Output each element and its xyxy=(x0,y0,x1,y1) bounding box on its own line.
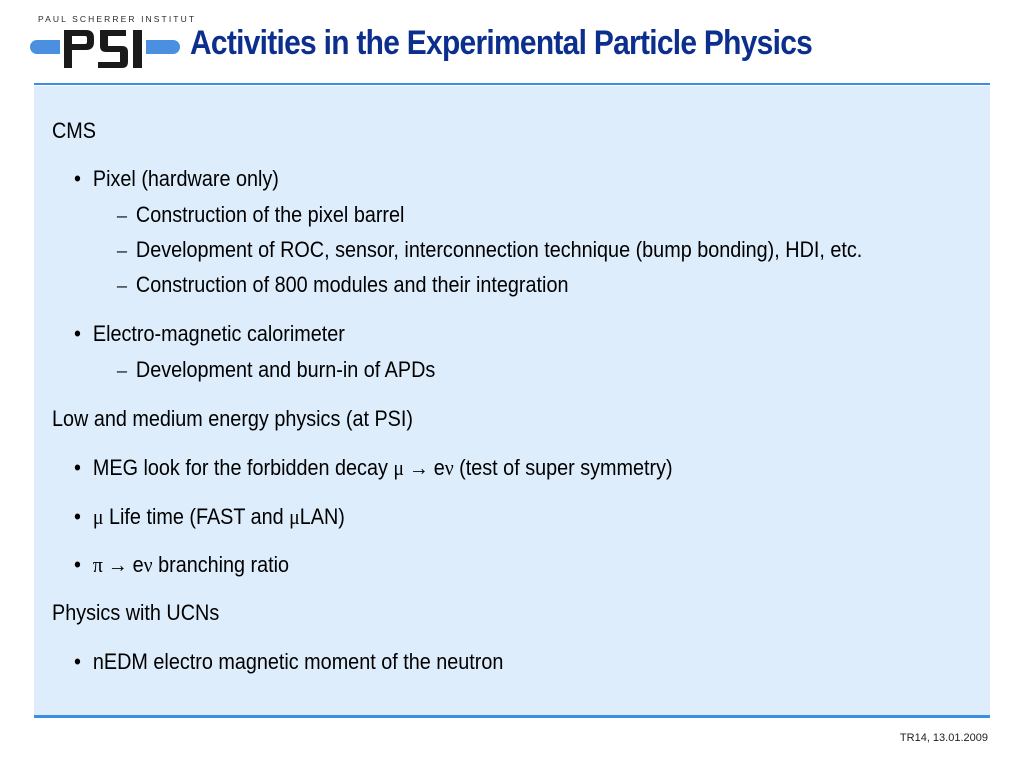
bullet-pion xyxy=(74,552,289,578)
dash-mark: – xyxy=(117,202,127,227)
subitem-text: Construction of 800 modules and their integration xyxy=(135,272,569,297)
pion-post: branching ratio xyxy=(152,552,290,577)
subitem-text: Development and burn-in of APDs xyxy=(135,357,436,382)
heading-low-energy: Low and medium energy physics (at PSI) xyxy=(52,406,413,431)
subitem-text: Construction of the pixel barrel xyxy=(135,202,405,227)
arrow-symbol: → xyxy=(102,552,133,577)
lifetime-post: LAN) xyxy=(299,504,345,529)
bullet-mark: • xyxy=(74,504,81,529)
mu-symbol: μ xyxy=(289,504,300,529)
dash-mark: – xyxy=(117,357,127,382)
psi-logo xyxy=(30,14,197,72)
mu-symbol: μ xyxy=(393,455,404,480)
subitem-800-modules xyxy=(117,272,568,298)
bullet-ecal xyxy=(74,321,345,347)
bullet-mark: • xyxy=(74,455,81,480)
electron-symbol: e xyxy=(433,455,445,480)
bullet-pixel xyxy=(74,166,279,192)
nedm-label: nEDM electro magnetic moment of the neutron xyxy=(92,649,504,674)
heading-ucn: Physics with UCNs xyxy=(52,600,220,625)
subitem-pixel-barrel xyxy=(117,202,404,228)
dash-mark: – xyxy=(117,237,127,262)
pi-symbol: π xyxy=(92,552,103,577)
psi-logo-mark xyxy=(30,26,180,72)
bottom-rule xyxy=(34,715,990,718)
bullet-mark: • xyxy=(74,166,81,191)
bullet-nedm xyxy=(74,649,503,675)
pixel-label: Pixel (hardware only) xyxy=(92,166,279,191)
heading-cms: CMS xyxy=(52,118,97,143)
nu-symbol: ν xyxy=(444,455,454,480)
dash-mark: – xyxy=(117,272,127,297)
top-rule xyxy=(34,83,990,85)
slide-title: Activities in the Experimental Particle Physics xyxy=(190,24,813,62)
meg-post: (test of super symmetry) xyxy=(453,455,673,480)
arrow-symbol: → xyxy=(403,455,434,480)
subitem-text: Development of ROC, sensor, interconnection technique (bump bonding), HDI, etc. xyxy=(135,237,863,262)
institute-name: PAUL SCHERRER INSTITUT xyxy=(38,14,197,24)
subitem-apds xyxy=(117,357,435,383)
mu-symbol: μ xyxy=(92,504,104,529)
subitem-roc-development xyxy=(117,237,862,263)
bullet-mark: • xyxy=(74,649,81,674)
footer-text: TR14, 13.01.2009 xyxy=(899,732,988,744)
ecal-label: Electro-magnetic calorimeter xyxy=(92,321,345,346)
bullet-mu-lifetime xyxy=(74,504,345,530)
bullet-mark: • xyxy=(74,552,81,577)
bullet-meg xyxy=(74,455,673,481)
bullet-mark: • xyxy=(74,321,81,346)
meg-pre: MEG look for the forbidden decay xyxy=(92,455,394,480)
nu-symbol: ν xyxy=(143,552,153,577)
lifetime-mid: Life time (FAST and xyxy=(103,504,290,529)
electron-symbol: e xyxy=(132,552,144,577)
